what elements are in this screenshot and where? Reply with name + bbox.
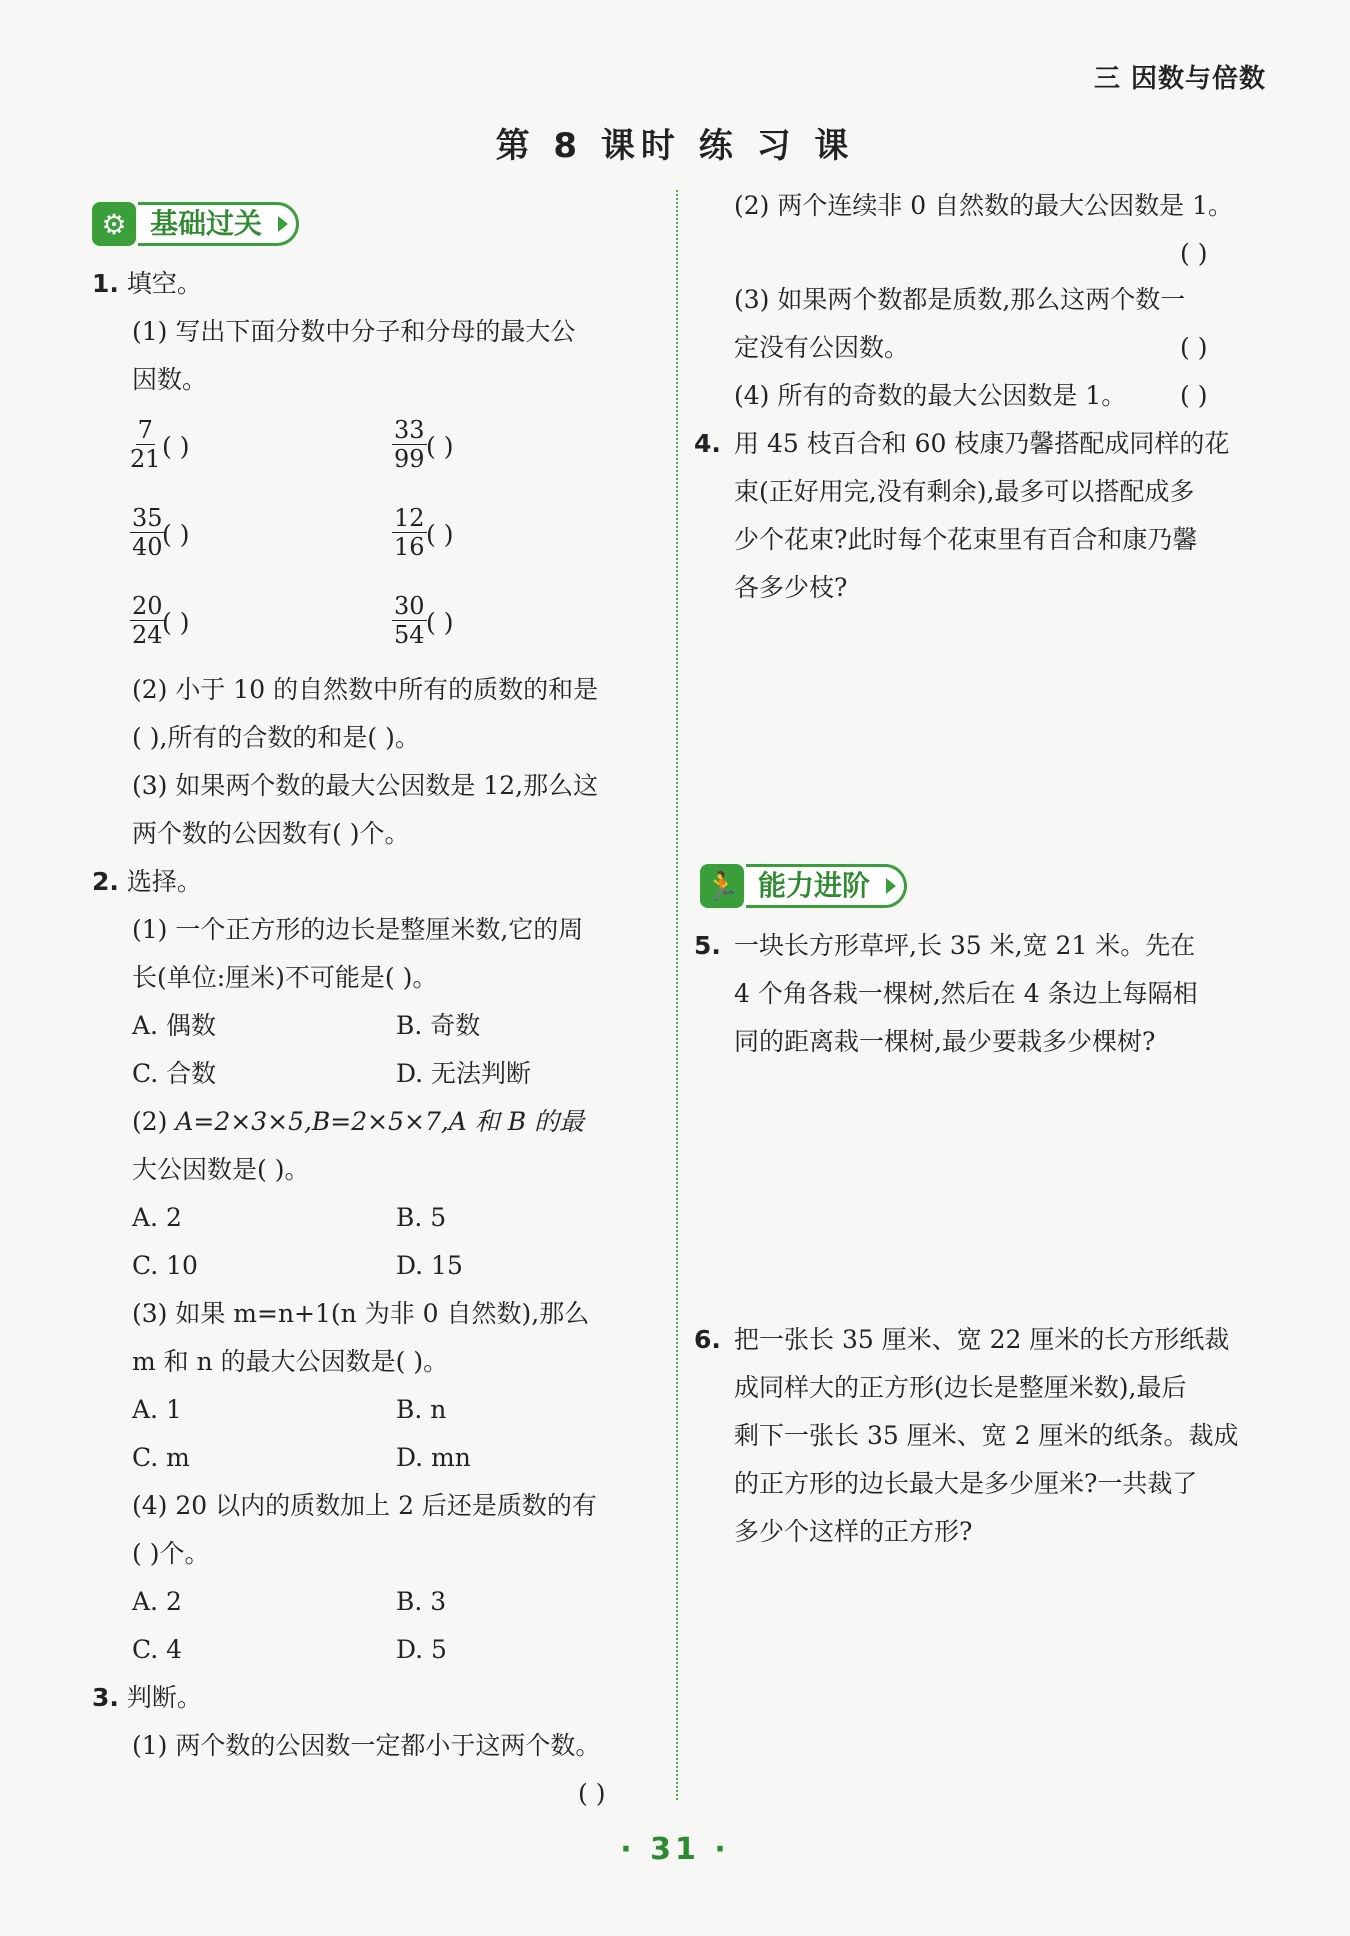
- q5-line: 4 个角各栽一棵树,然后在 4 条边上每隔相: [734, 979, 1198, 1008]
- q3-part3-line2: 定没有公因数。: [734, 333, 910, 362]
- question-5-number: 5.: [694, 931, 721, 960]
- fraction-5: $\frac{20}{24}$: [132, 592, 163, 649]
- q4-line: 用 45 枝百合和 60 枝康乃馨搭配成同样的花: [734, 429, 1230, 458]
- option-d[interactable]: D. 无法判断: [396, 1059, 532, 1088]
- q6-line: 把一张长 35 厘米、宽 22 厘米的长方形纸裁: [734, 1325, 1230, 1354]
- arrow-icon: [278, 216, 288, 232]
- answer-blank[interactable]: ( ): [426, 608, 454, 637]
- fraction-3: $\frac{35}{40}$: [132, 504, 163, 561]
- q1-part2-line2: ( ),所有的合数的和是( )。: [132, 723, 420, 752]
- question-1: 1. 填空。: [92, 269, 202, 298]
- q5-line: 一块长方形草坪,长 35 米,宽 21 米。先在: [734, 931, 1196, 960]
- q6-line: 多少个这样的正方形?: [734, 1517, 973, 1546]
- q2-part3-line2: m 和 n 的最大公因数是( )。: [132, 1347, 449, 1376]
- q2-part1-line2: 长(单位:厘米)不可能是( )。: [132, 963, 438, 992]
- q4-line: 少个花束?此时每个花束里有百合和康乃馨: [734, 525, 1198, 554]
- q1-part1-line1: (1) 写出下面分数中分子和分母的最大公: [132, 317, 576, 346]
- section-label-advanced: 能力进阶: [746, 864, 907, 908]
- option-b[interactable]: B. 5: [396, 1203, 447, 1232]
- q6-line: 成同样大的正方形(边长是整厘米数),最后: [734, 1373, 1187, 1402]
- section-label-basic: 基础过关: [138, 202, 299, 246]
- gear-icon: ⚙: [92, 202, 136, 246]
- question-3: 3. 判断。: [92, 1683, 202, 1712]
- fraction-4: $\frac{12}{16}$: [394, 504, 425, 561]
- section-badge-advanced: [700, 864, 910, 908]
- answer-blank[interactable]: ( ): [426, 432, 454, 461]
- q1-part3-line1: (3) 如果两个数的最大公因数是 12,那么这: [132, 771, 599, 800]
- answer-blank[interactable]: ( ): [162, 432, 190, 461]
- q5-line: 同的距离栽一棵树,最少要栽多少棵树?: [734, 1027, 1156, 1056]
- arrow-icon: [886, 878, 896, 894]
- option-b[interactable]: B. n: [396, 1395, 447, 1424]
- answer-blank[interactable]: ( ): [162, 608, 190, 637]
- q2-part4-line2: ( )个。: [132, 1539, 210, 1568]
- q4-line: 各多少枝?: [734, 573, 848, 602]
- q2-part2-line2: 大公因数是( )。: [132, 1155, 310, 1184]
- q6-line: 剩下一张长 35 厘米、宽 2 厘米的纸条。裁成: [734, 1421, 1239, 1450]
- q1-part2-line1: (2) 小于 10 的自然数中所有的质数的和是: [132, 675, 599, 704]
- answer-blank[interactable]: ( ): [578, 1779, 606, 1808]
- option-a[interactable]: A. 2: [132, 1203, 182, 1232]
- running-person-icon: 🏃: [700, 864, 744, 908]
- answer-blank[interactable]: ( ): [1180, 381, 1208, 410]
- option-c[interactable]: C. 合数: [132, 1059, 217, 1088]
- option-b[interactable]: B. 奇数: [396, 1011, 481, 1040]
- q1-part1-line2: 因数。: [132, 365, 208, 394]
- option-c[interactable]: C. m: [132, 1443, 190, 1472]
- question-2: 2. 选择。: [92, 867, 202, 896]
- q4-line: 束(正好用完,没有剩余),最多可以搭配成多: [734, 477, 1195, 506]
- option-c[interactable]: C. 4: [132, 1635, 183, 1664]
- option-d[interactable]: D. 15: [396, 1251, 463, 1280]
- answer-blank[interactable]: ( ): [1180, 333, 1208, 362]
- fraction-2: $\frac{33}{99}$: [394, 416, 425, 473]
- page-title: 第 8 课时 练 习 课: [495, 126, 855, 166]
- answer-blank[interactable]: ( ): [1180, 239, 1208, 268]
- q2-part2-line1: (2) A=2×3×5,B=2×5×7,A 和 B 的最: [132, 1107, 585, 1136]
- option-d[interactable]: D. 5: [396, 1635, 447, 1664]
- q1-part3-line2: 两个数的公因数有( )个。: [132, 819, 410, 848]
- chapter-header: 三 因数与倍数: [1093, 64, 1266, 94]
- q2-part1-line1: (1) 一个正方形的边长是整厘米数,它的周: [132, 915, 584, 944]
- answer-blank[interactable]: ( ): [426, 520, 454, 549]
- fraction-6: $\frac{30}{54}$: [394, 592, 425, 649]
- q6-line: 的正方形的边长最大是多少厘米?一共裁了: [734, 1469, 1198, 1498]
- q3-part2: (2) 两个连续非 0 自然数的最大公因数是 1。: [734, 191, 1234, 220]
- section-badge-basic: [92, 202, 302, 246]
- fraction-1: $\frac{7}{21}$: [130, 416, 161, 473]
- option-a[interactable]: A. 偶数: [132, 1011, 216, 1040]
- q3-part1: (1) 两个数的公因数一定都小于这两个数。: [132, 1731, 601, 1760]
- column-divider: [676, 190, 678, 1800]
- page-number: · 31 ·: [620, 1832, 730, 1867]
- question-6-number: 6.: [694, 1325, 721, 1354]
- q3-part3-line1: (3) 如果两个数都是质数,那么这两个数一: [734, 285, 1186, 314]
- answer-blank[interactable]: ( ): [162, 520, 190, 549]
- option-a[interactable]: A. 1: [132, 1395, 182, 1424]
- q2-part3-line1: (3) 如果 m=n+1(n 为非 0 自然数),那么: [132, 1299, 590, 1328]
- option-a[interactable]: A. 2: [132, 1587, 182, 1616]
- q3-part4: (4) 所有的奇数的最大公因数是 1。: [734, 381, 1127, 410]
- option-b[interactable]: B. 3: [396, 1587, 447, 1616]
- option-d[interactable]: D. mn: [396, 1443, 471, 1472]
- q2-part4-line1: (4) 20 以内的质数加上 2 后还是质数的有: [132, 1491, 597, 1520]
- option-c[interactable]: C. 10: [132, 1251, 198, 1280]
- question-4-number: 4.: [694, 429, 721, 458]
